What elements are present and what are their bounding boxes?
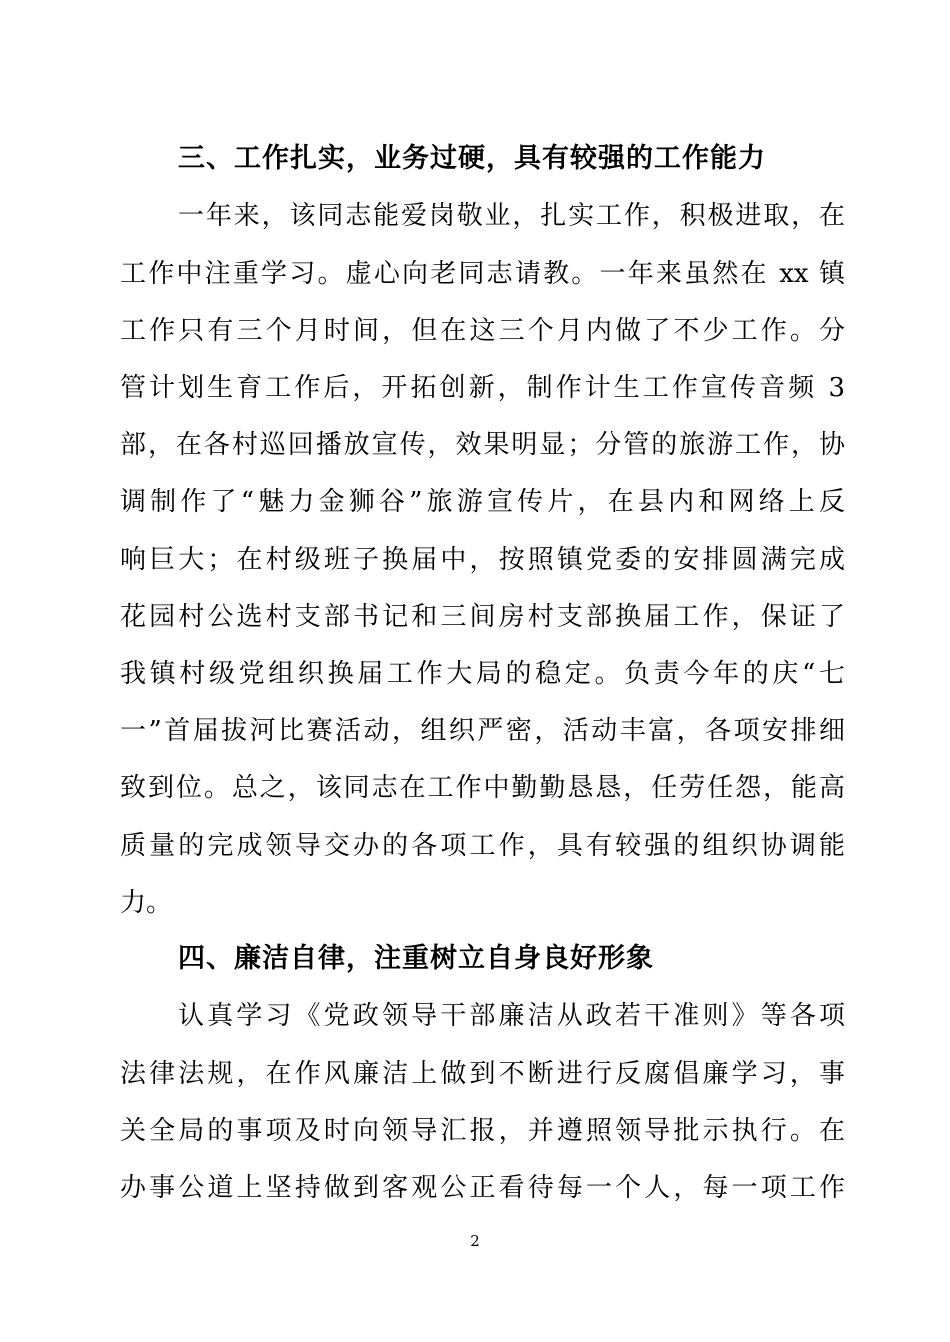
paragraph-line: 工作中注重学习。虚心向老同志请教。一年来虽然在 xx 镇 xyxy=(120,259,845,289)
paragraph-line: 调制作了“魅力金狮谷”旅游宣传片，在县内和网络上反 xyxy=(120,487,845,517)
paragraph-line: 我镇村级党组织换届工作大局的稳定。负责今年的庆“七 xyxy=(120,659,845,689)
paragraph-line: 认真学习《党政领导干部廉洁从政若干准则》等各项 xyxy=(178,1001,845,1031)
paragraph-line: 致到位。总之，该同志在工作中勤勤恳恳，任劳任怨，能高 xyxy=(120,773,845,803)
page-number: 2 xyxy=(470,1232,480,1250)
paragraph-line: 办事公道上坚持做到客观公正看待每一个人，每一项工作 xyxy=(120,1173,845,1203)
paragraph-line: 力。 xyxy=(120,888,173,918)
paragraph-line: 响巨大；在村级班子换届中，按照镇党委的安排圆满完成 xyxy=(120,545,845,575)
paragraph-line: 法律法规，在作风廉洁上做到不断进行反腐倡廉学习，事 xyxy=(120,1059,845,1089)
section-heading-4: 四、廉洁自律，注重树立自身良好形象 xyxy=(178,943,654,974)
paragraph-line: 部，在各村巡回播放宣传，效果明显；分管的旅游工作，协 xyxy=(120,430,845,460)
paragraph-line: 花园村公选村支部书记和三间房村支部换届工作，保证了 xyxy=(120,602,845,632)
paragraph-line: 质量的完成领导交办的各项工作，具有较强的组织协调能 xyxy=(120,831,845,861)
paragraph-line: 管计划生育工作后，开拓创新，制作计生工作宣传音频 3 xyxy=(120,373,845,403)
paragraph-line: 一年来，该同志能爱岗敬业，扎实工作，积极进取，在 xyxy=(178,201,845,231)
paragraph-line: 工作只有三个月时间，但在这三个月内做了不少工作。分 xyxy=(120,316,845,346)
paragraph-line: 一”首届拔河比赛活动，组织严密，活动丰富，各项安排细 xyxy=(120,716,845,746)
paragraph-line: 关全局的事项及时向领导汇报，并遵照领导批示执行。在 xyxy=(120,1116,845,1146)
section-heading-3: 三、工作扎实，业务过硬，具有较强的工作能力 xyxy=(178,143,766,174)
